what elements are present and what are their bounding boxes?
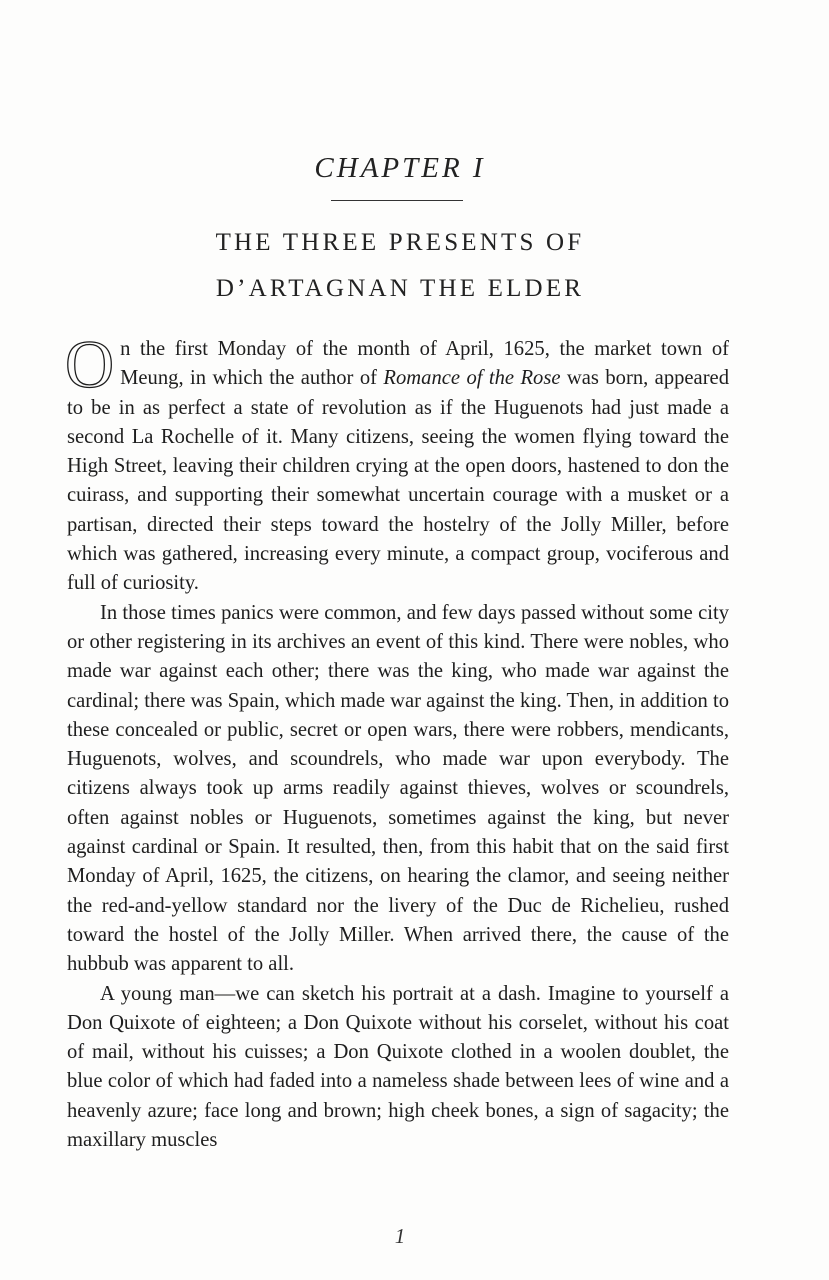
chapter-subtitle-line-1: THE THREE PRESENTS OF <box>215 229 585 256</box>
drop-cap: O <box>65 326 115 402</box>
paragraph-3: A young man—we can sketch his portrait at a dash. Imagine to yourself a Don Quixote of eighteen; a Don Quixote without his corselet, without his coat of mail, without his cuisses; a Don Quixote clothed in a woolen doublet, the blue color of which had faded into a nameless shade between lees of wine and a heavenly azure; face long and brown; high cheek bones, a sign of sagacity; the maxillary muscles <box>67 982 729 1152</box>
book-title-italic: Romance of the Rose <box>383 367 561 390</box>
chapter-subtitle-line-2: D’ARTAGNAN THE ELDER <box>215 275 585 302</box>
paragraph-2: In those times panics were common, and few days passed without some city or other registering in its archives an event of this kind. There were nobles, who made war against each other; there was the king, who made war against the cardinal; there was Spain, which made war against the king. Then, in addition to these concealed or public, secret or open wars, there were robbers, mendicants, Huguenots, wolves, and scoundrels, who made war upon everybody. The citizens always took up arms readily against thieves, wolves or scoundrels, often against nobles or Huguenots, sometimes against the king, but never against cardinal or Spain. It resulted, then, from this habit that on the said first Monday of April, 1625, the citizens, on hearing the clamor, and seeing neither the red-and-yellow standard nor the livery of the Duc de Richelieu, rushed toward the hostel of the Jolly Miller. When arrived there, the cause of the hubbub was apparent to all. <box>67 601 729 976</box>
chapter-title: CHAPTER I <box>314 152 486 184</box>
page-number: 1 <box>394 1224 406 1248</box>
chapter-divider <box>331 200 463 201</box>
paragraph-1-text-a: n the first Monday of the month of April, 1625, the market town of Meung, in which the author of <box>120 338 729 390</box>
chapter-body <box>65 326 729 1155</box>
paragraph-1 <box>65 326 729 599</box>
paragraph-1-text-b: was born, appeared to be in as perfect a state of revolution as if the Huguenots had just made a second La Rochelle of it. Many citizens, seeing the women flying toward the High Street, leaving their children crying at the open doors, hastened to don the cuirass, and supporting their somewhat uncertain courage with a musket or a partisan, directed their steps toward the hostelry of the Jolly Miller, before which was gathered, increasing every minute, a compact group, vociferous and full of curiosity. <box>67 367 729 595</box>
